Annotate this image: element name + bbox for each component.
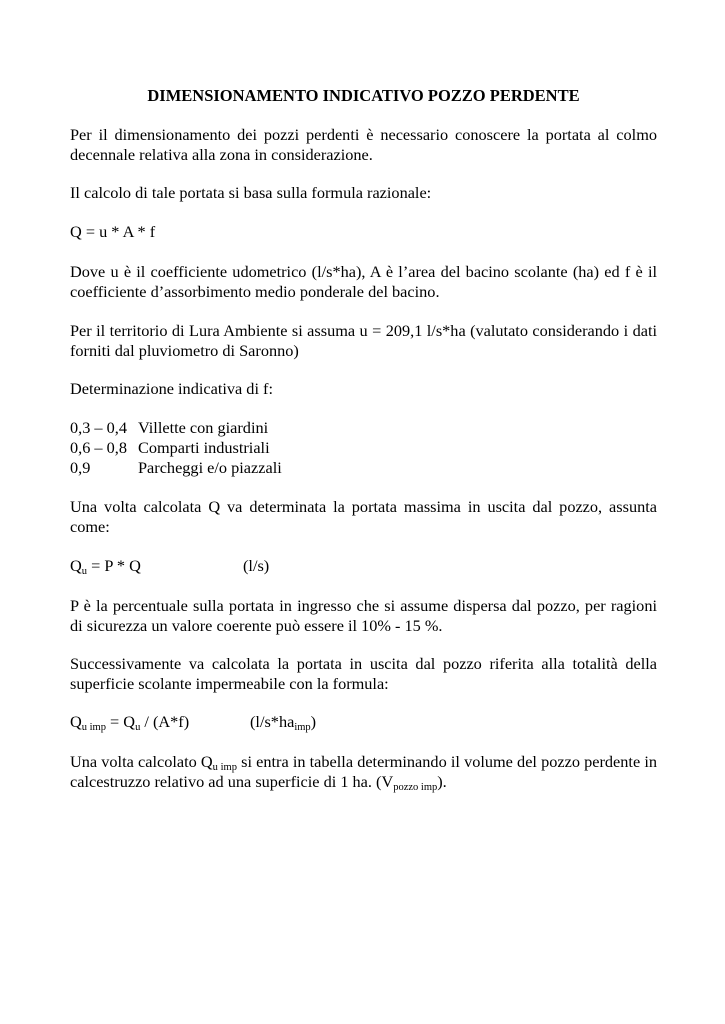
final-subscript-1: u imp — [212, 762, 237, 773]
intro-paragraph: Per il dimensionamento dei pozzi perdenti è necessario conoscere la portata al colmo decennale relativa alla zona in considerazione. — [70, 125, 657, 164]
quimp-subscript: u imp — [81, 722, 106, 733]
quimp-unit — [250, 712, 316, 732]
qu-subscript: u — [81, 566, 88, 577]
quimp-symbol: Q — [70, 712, 82, 731]
qu-unit: (l/s) — [243, 556, 270, 575]
territory-paragraph: Per il territorio di Lura Ambiente si assuma u = 209,1 l/s*ha (valutato considerando i dati forniti dal pluviometro di Saronno) — [70, 321, 657, 360]
document-title: DIMENSIONAMENTO INDICATIVO POZZO PERDENTE — [147, 86, 580, 105]
quimp-unit-close: ) — [310, 712, 317, 731]
formula-intro-paragraph: Il calcolo di tale portata si basa sulla formula razionale: — [70, 183, 432, 202]
final-text-1: Una volta calcolato Q — [70, 752, 213, 771]
final-paragraph — [70, 752, 657, 792]
f-range: 0,6 – 0,8 — [70, 438, 127, 457]
qu-intro-paragraph: Una volta calcolata Q va determinata la portata massima in uscita dal pozzo, assunta come: — [70, 497, 657, 536]
final-text-2: si entra in tabella determinando il volume del pozzo perdente in calcestruzzo relativo ad una superficie di 1 ha. (V — [70, 752, 657, 791]
qu-formula — [70, 556, 270, 577]
qu-expression: = P * Q — [87, 556, 141, 575]
final-text-3: ). — [437, 772, 447, 791]
quimp-unit-subscript: imp — [294, 722, 311, 733]
f-label: Comparti industriali — [138, 438, 270, 457]
quimp-unit-text: (l/s*ha — [250, 712, 295, 731]
definition-paragraph: Dove u è il coefficiente udometrico (l/s*ha), A è l’area del bacino scolante (ha) ed f è il coefficiente d’assorbimento medio ponderale del bacino. — [70, 262, 657, 301]
rational-formula: Q = u * A * f — [70, 222, 156, 241]
quimp-expression: / (A*f) — [140, 712, 190, 731]
quimp-equals: = Q — [105, 712, 136, 731]
final-subscript-2: pozzo imp — [393, 782, 438, 793]
qu-subscript: u — [135, 722, 141, 733]
quimp-formula — [70, 712, 317, 733]
qu-symbol: Q — [70, 556, 82, 575]
quimp-intro-paragraph: Successivamente va calcolata la portata in uscita dal pozzo riferita alla totalità della superficie scolante impermeabile con la formula: — [70, 654, 657, 693]
f-label: Parcheggi e/o piazzali — [138, 458, 282, 477]
f-heading: Determinazione indicativa di f: — [70, 379, 273, 398]
p-note-paragraph: P è la percentuale sulla portata in ingresso che si assume dispersa dal pozzo, per ragioni di sicurezza un valore coerente può essere il 10% - 15 %. — [70, 596, 657, 635]
f-range: 0,9 — [70, 458, 91, 477]
f-range: 0,3 – 0,4 — [70, 418, 127, 437]
f-label: Villette con giardini — [138, 418, 269, 437]
